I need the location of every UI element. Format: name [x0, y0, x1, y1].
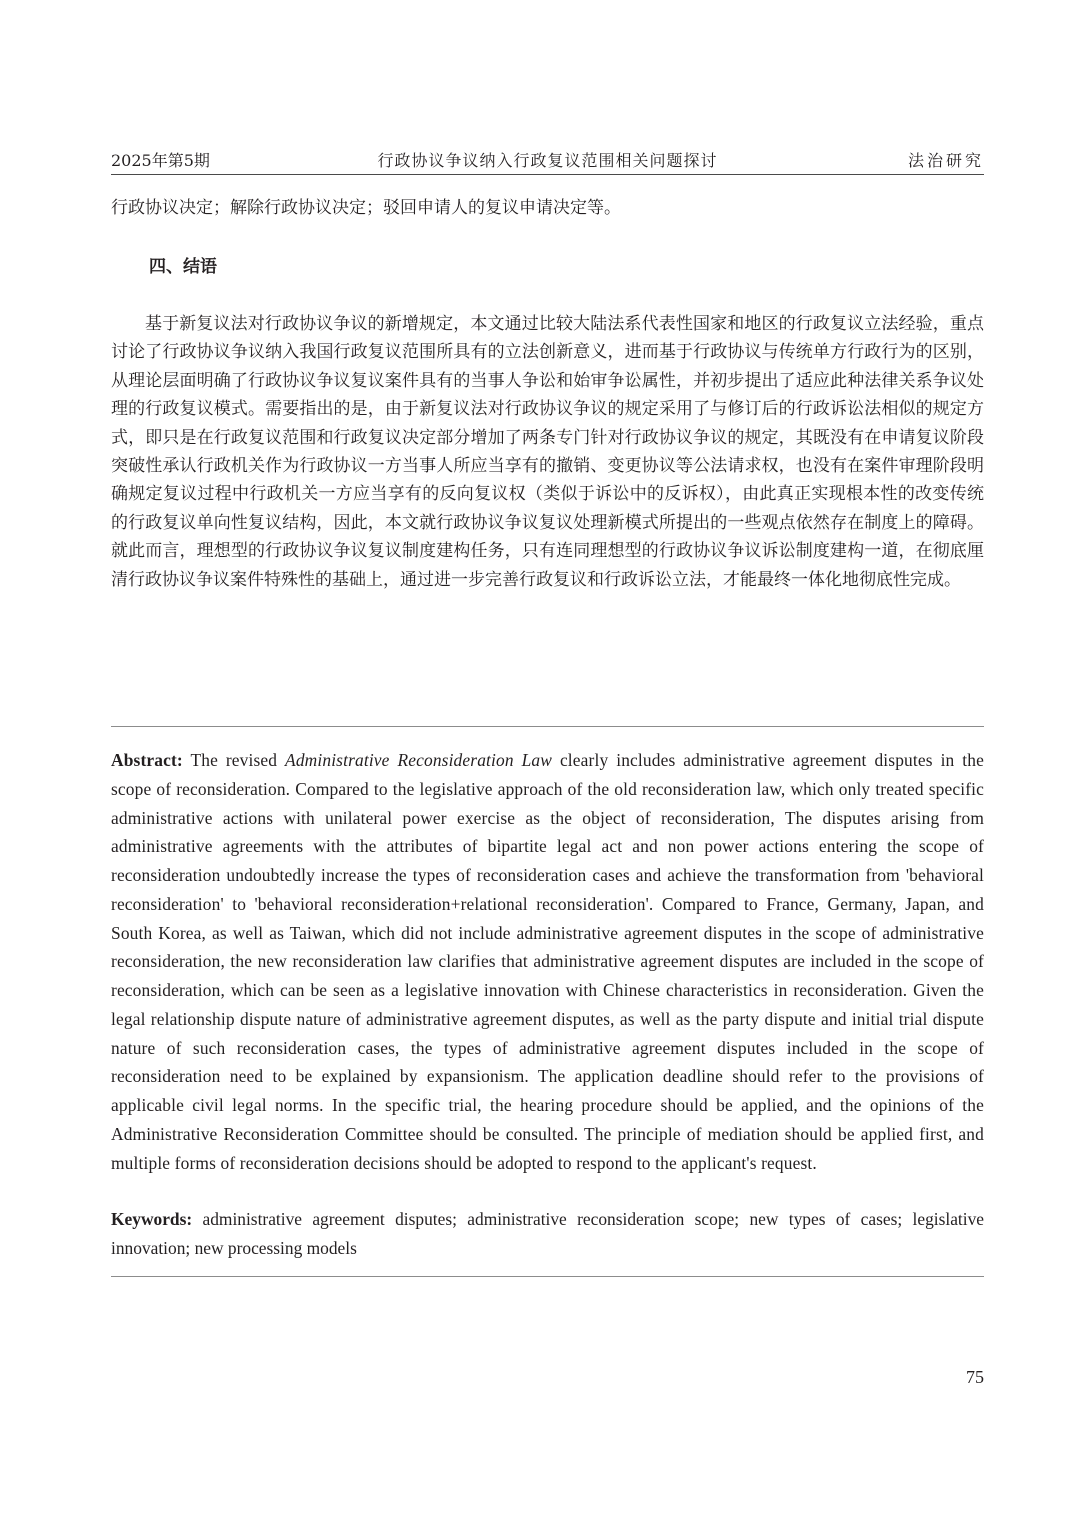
abstract-bottom-divider [111, 1276, 984, 1277]
section-heading: 四、结语 [149, 257, 217, 277]
page-number: 75 [966, 1367, 984, 1387]
abstract-law-title: Administrative Reconsideration Law [285, 750, 553, 770]
keywords-block [111, 1205, 984, 1263]
abstract-text-body: clearly includes administrative agreement disputes in the scope of reconsideration. Compared to the legislative approach of the old reconsideration law, which only treated specific administrative actions with unilateral power exercise as the object of reconsideration, The disputes arising from administrative agreements with the attributes of bipartite legal act and non power actions entering the scope of reconsideration undoubtedly increase the types of reconsideration cases and achieve the transformation from 'behavioral reconsideration' to 'behavioral reconsideration+relational reconsideration'. Compared to France, Germany, Japan, and South Korea, as well as Taiwan, which did not include administrative agreement disputes in the scope of administrative reconsideration, the new reconsideration law clarifies that administrative agreement disputes are included in the scope of reconsideration, which can be seen as a legislative innovation with Chinese characteristics in reconsideration. Given the legal relationship dispute nature of administrative agreement disputes, as well as the party dispute and initial trial dispute nature of such reconsideration cases, the types of administrative agreement disputes included in the scope of reconsideration need to be explained by expansionism. The application deadline should refer to the provisions of applicable civil legal norms. In the specific trial, the hearing procedure should be applied, and the opinions of the Administrative Reconsideration Committee should be consulted. The principle of mediation should be applied first, and multiple forms of reconsideration decisions should be adopted to respond to the applicant's request. [111, 750, 985, 1173]
abstract-block [111, 746, 984, 1177]
running-article-title: 行政协议争议纳入行政复议范围相关问题探讨 [377, 151, 718, 170]
conclusion-paragraph: 基于新复议法对行政协议争议的新增规定，本文通过比较大陆法系代表性国家和地区的行政复议立法经验，重点讨论了行政协议争议纳入我国行政复议范围所具有的立法创新意义，进而基于行政协议与传统单方行政行为的区别，从理论层面明确了行政协议争议复议案件具有的当事人争讼和始审争讼属性，并初步提出了适应此种法律关系争议处理的行政复议模式。需要指出的是，由于新复议法对行政协议争议的规定采用了与修订后的行政诉讼法相似的规定方式，即只是在行政复议范围和行政复议决定部分增加了两条专门针对行政协议争议的规定，其既没有在申请复议阶段突破性承认行政机关作为行政协议一方当事人所应当享有的撤销、变更协议等公法请求权，也没有在案件审理阶段明确规定复议过程中行政机关一方应当享有的反向复议权（类似于诉讼中的反诉权），由此真正实现根本性的改变传统的行政复议单向性复议结构，因此，本文就行政协议争议复议处理新模式所提出的一些观点依然存在制度上的障碍。就此而言，理想型的行政协议争议复议制度建构任务，只有连同理想型的行政协议争议诉讼制度建构一道，在彻底厘清行政协议争议案件特殊性的基础上，通过进一步完善行政复议和行政诉讼立法，才能最终一体化地彻底性完成。 [111, 314, 984, 590]
abstract-top-divider [111, 726, 984, 727]
issue-number: 2025年第5期 [111, 151, 210, 170]
journal-name: 法治研究 [907, 151, 984, 170]
keywords-text: administrative agreement disputes; administrative reconsideration scope; new types of cases; legislative innovation; new processing models [111, 1209, 984, 1258]
running-header [111, 146, 984, 175]
abstract-text-lead: The revised [182, 750, 286, 770]
keywords-label: Keywords: [111, 1209, 193, 1229]
abstract-label: Abstract: [111, 750, 183, 770]
continuation-text: 行政协议决定；解除行政协议决定；驳回申请人的复议申请决定等。 [111, 198, 621, 218]
